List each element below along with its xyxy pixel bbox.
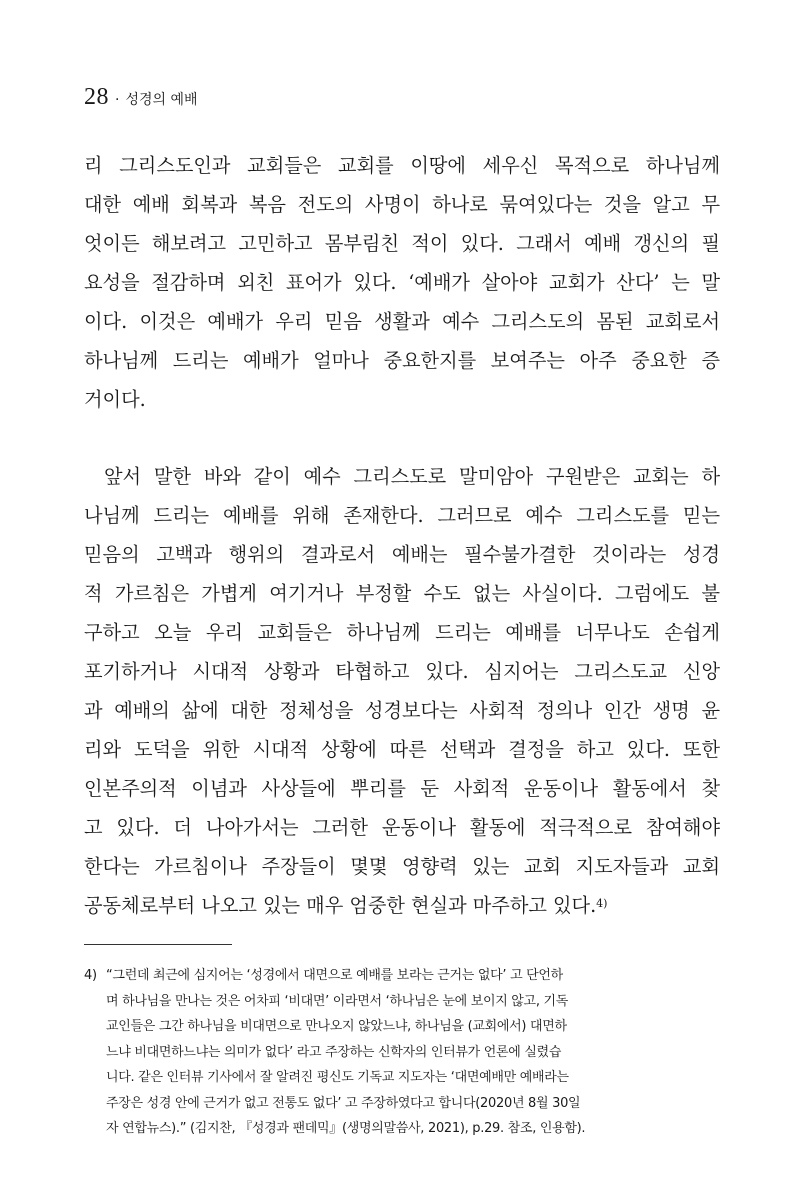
footnote-divider <box>84 944 232 945</box>
footnote-line: 니다. 같은 인터뷰 기사에서 잘 알려진 평신도 기독교 지도자는 ‘대면예배만 예배라는 <box>106 1070 569 1085</box>
footnote <box>84 963 720 1142</box>
footnote-line: 주장은 성경 안에 근거가 없고 전통도 없다’ 고 주장하였다고 합니다(2020년 8월 30일 <box>106 1095 581 1111</box>
footnote-line: 며 하나님을 만나는 것은 어차피 ‘비대면’ 이라면서 ‘하나님은 눈에 보이지 않고, 기독 <box>106 993 568 1009</box>
text-line: 고 있다. 더 나아가서는 그러한 운동이나 활동에 적극적으로 참여해야 <box>84 816 720 839</box>
text-line: 이다. 이것은 예배가 우리 믿음 생활과 예수 그리스도의 몸된 교회로서 <box>84 310 720 333</box>
text-line: 앞서 말한 바와 같이 예수 그리스도로 말미암아 구원받은 교회는 하 <box>104 465 720 488</box>
text-line: 과 예배의 삶에 대한 정체성을 성경보다는 사회적 정의나 인간 생명 윤 <box>84 699 720 722</box>
running-head <box>84 84 198 111</box>
text-line: 인본주의적 이념과 사상들에 뿌리를 둔 사회적 운동이나 활동에서 찾 <box>84 777 720 800</box>
text-line: 리 그리스도인과 교회들은 교회를 이땅에 세우신 목적으로 하나님께 <box>84 154 720 177</box>
text-line: 거이다. <box>84 388 146 411</box>
text-line-content: 공동체로부터 나오고 있는 매우 엄중한 현실과 마주하고 있다. <box>84 894 597 917</box>
footnote-line: 교인들은 그간 하나님을 비대면으로 만나오지 않았느냐, 하나님을 (교회에서) 대면하 <box>106 1019 567 1034</box>
footnote-reference[interactable]: 4) <box>596 897 608 910</box>
text-line: 한다는 가르침이나 주장들이 몇몇 영향력 있는 교회 지도자들과 교회 <box>84 855 720 878</box>
text-line-with-footnote-ref <box>84 886 720 925</box>
footnote-text <box>106 963 720 1142</box>
text-line: 믿음의 고백과 행위의 결과로서 예배는 필수불가결한 것이라는 성경 <box>84 543 720 566</box>
text-line: 적 가르침은 가볍게 여기거나 부정할 수도 없는 사실이다. 그럼에도 불 <box>84 582 720 605</box>
text-line: 요성을 절감하며 외친 표어가 있다. ‘예배가 살아야 교회가 산다’ 는 말 <box>84 271 720 294</box>
text-line: 하나님께 드리는 예배가 얼마나 중요한지를 보여주는 아주 중요한 증 <box>84 349 720 372</box>
paragraph-2 <box>84 457 720 925</box>
book-title: 성경의 예배 <box>125 92 198 108</box>
text-line: 구하고 오늘 우리 교회들은 하나님께 드리는 예배를 너무나도 손쉽게 <box>84 621 720 644</box>
footnote-line: 느냐 비대면하느냐는 의미가 없다’ 라고 주장하는 신학자의 인터뷰가 언론에 실렸습 <box>106 1044 562 1060</box>
text-line: 대한 예배 회복과 복음 전도의 사명이 하나로 묶여있다는 것을 알고 무 <box>84 193 720 216</box>
page-number: 28 <box>84 84 109 110</box>
paragraph-1 <box>84 146 720 419</box>
footnote-line: “그런데 최근에 심지어는 ‘성경에서 대면으로 예배를 보라는 근거는 없다’ 고 단언하 <box>106 968 563 983</box>
text-line: 나님께 드리는 예배를 위해 존재한다. 그러므로 예수 그리스도를 믿는 <box>84 504 720 527</box>
text-line: 엇이든 해보려고 고민하고 몸부림친 적이 있다. 그래서 예배 갱신의 필 <box>84 232 720 255</box>
footnote-line: 자 연합뉴스).” (김지찬, 『성경과 팬데믹』(생명의말씀사, 2021), p.29. 참조, 인용함). <box>106 1121 586 1136</box>
text-line: 리와 도덕을 위한 시대적 상황에 따른 선택과 결정을 하고 있다. 또한 <box>84 738 720 761</box>
text-line: 포기하거나 시대적 상황과 타협하고 있다. 심지어는 그리스도교 신앙 <box>84 660 720 683</box>
header-separator: · <box>115 92 120 108</box>
footnote-marker: 4) <box>84 968 97 983</box>
